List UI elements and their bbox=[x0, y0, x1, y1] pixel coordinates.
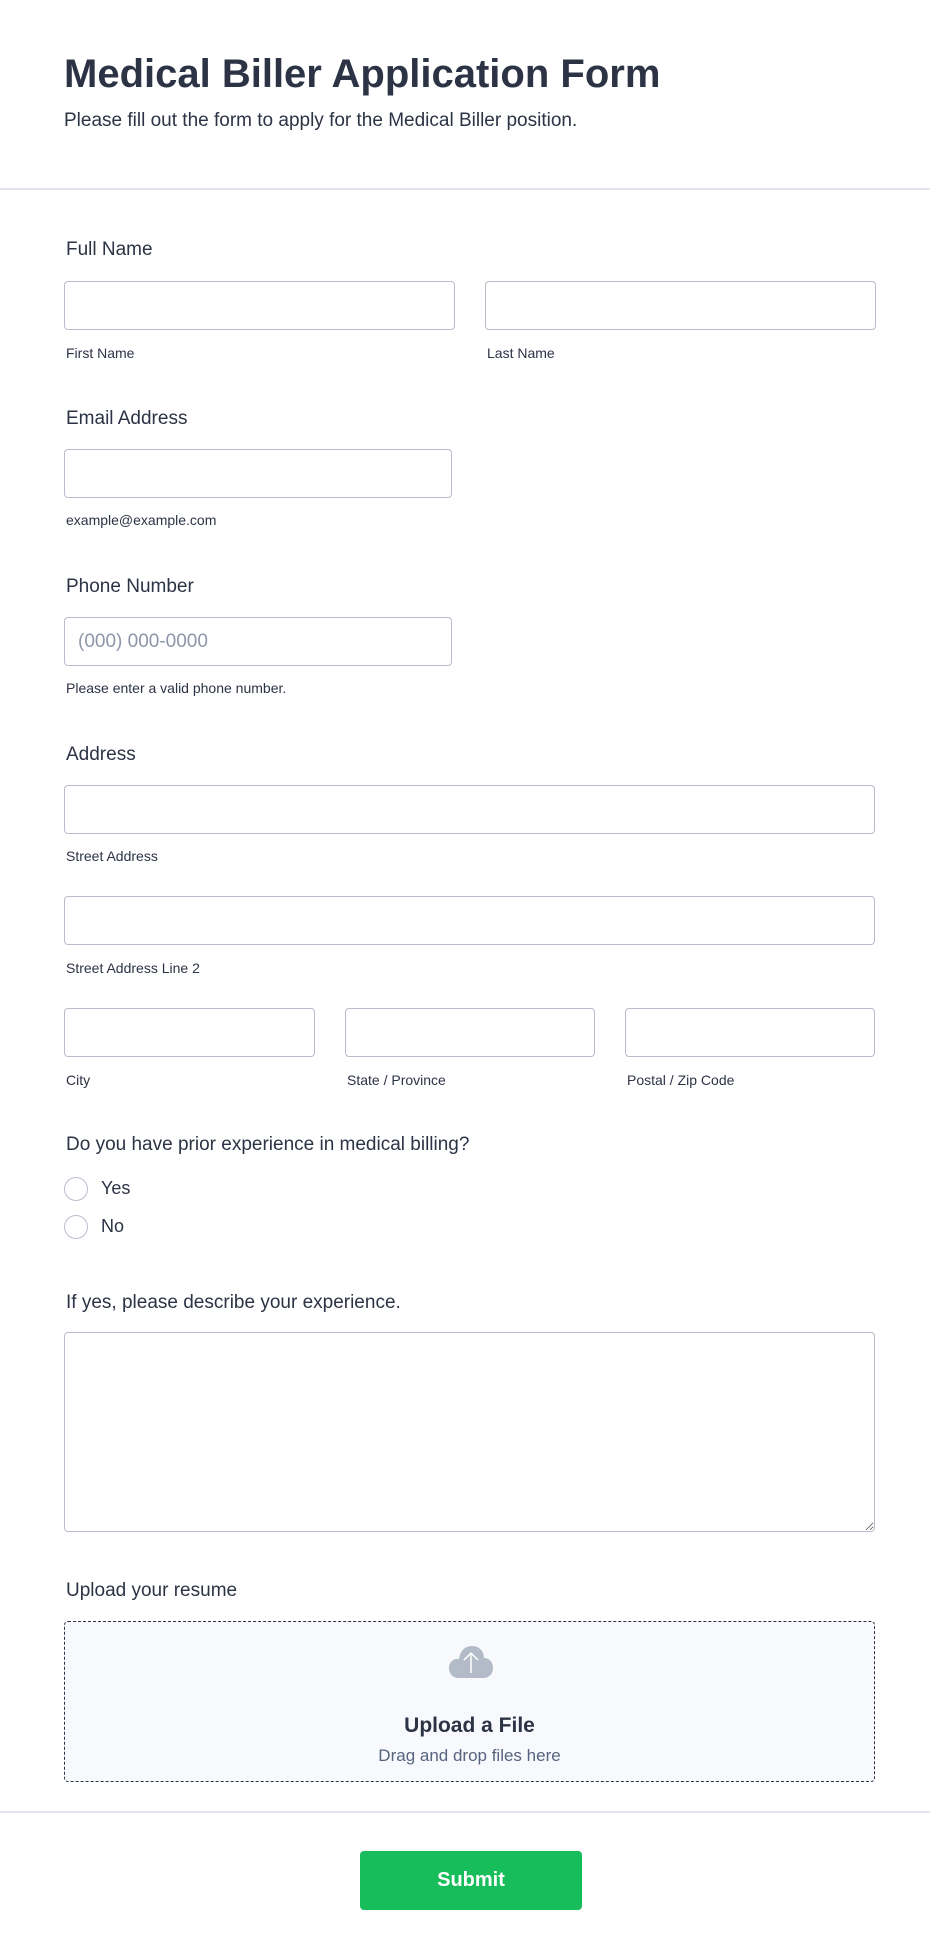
upload-subtitle: Drag and drop files here bbox=[378, 1746, 561, 1765]
first-name-input[interactable] bbox=[64, 281, 455, 330]
state-input[interactable] bbox=[345, 1008, 595, 1057]
footer-divider bbox=[0, 1811, 930, 1813]
experience-textarea[interactable] bbox=[64, 1332, 875, 1532]
form-title: Medical Biller Application Form bbox=[64, 52, 661, 96]
submit-button[interactable]: Submit bbox=[360, 1851, 582, 1910]
address-label: Address bbox=[66, 744, 136, 765]
street-address-sublabel: Street Address bbox=[66, 848, 158, 864]
last-name-input[interactable] bbox=[485, 281, 876, 330]
header-divider bbox=[0, 188, 930, 190]
radio-no[interactable] bbox=[64, 1215, 88, 1239]
radio-yes[interactable] bbox=[64, 1177, 88, 1201]
email-hint: example@example.com bbox=[66, 512, 217, 528]
email-label: Email Address bbox=[66, 408, 188, 429]
street-address-input[interactable] bbox=[64, 785, 875, 834]
form-subtitle: Please fill out the form to apply for the Medical Biller position. bbox=[64, 110, 578, 131]
zip-sublabel: Postal / Zip Code bbox=[627, 1072, 735, 1088]
city-sublabel: City bbox=[66, 1072, 91, 1088]
state-sublabel: State / Province bbox=[347, 1072, 446, 1088]
experience-question: Do you have prior experience in medical billing? bbox=[66, 1134, 470, 1155]
file-dropzone[interactable] bbox=[64, 1621, 875, 1782]
street-address-line2-sublabel: Street Address Line 2 bbox=[66, 960, 200, 976]
upload-title: Upload a File bbox=[404, 1714, 535, 1737]
radio-no-label[interactable]: No bbox=[101, 1216, 125, 1236]
radio-yes-label[interactable]: Yes bbox=[101, 1178, 131, 1198]
city-input[interactable] bbox=[64, 1008, 315, 1057]
zip-input[interactable] bbox=[625, 1008, 875, 1057]
describe-label: If yes, please describe your experience. bbox=[66, 1292, 401, 1313]
phone-input[interactable] bbox=[64, 617, 452, 666]
last-name-sublabel: Last Name bbox=[487, 345, 555, 361]
upload-label: Upload your resume bbox=[66, 1580, 238, 1601]
phone-hint: Please enter a valid phone number. bbox=[66, 680, 287, 696]
cloud-upload-icon bbox=[448, 1645, 494, 1679]
street-address-line2-input[interactable] bbox=[64, 896, 875, 945]
phone-label: Phone Number bbox=[66, 576, 194, 597]
email-input[interactable] bbox=[64, 449, 452, 498]
first-name-sublabel: First Name bbox=[66, 345, 135, 361]
full-name-label: Full Name bbox=[66, 239, 153, 260]
